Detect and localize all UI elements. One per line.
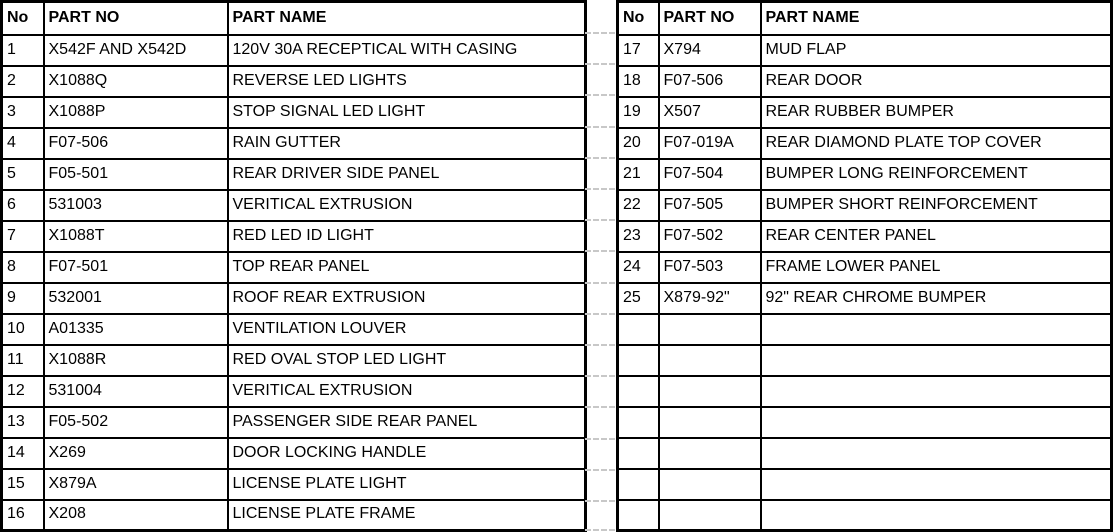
table-row: [2, 376, 586, 407]
row-no-cell: 15: [2, 469, 44, 500]
table-row: [618, 97, 1112, 128]
row-no-cell: 14: [2, 438, 44, 469]
gap-gridline-dash: [585, 344, 615, 346]
part-no-cell: F07-501: [44, 252, 228, 283]
table-row: [2, 469, 586, 500]
part-name-cell: MUD FLAP: [761, 35, 1112, 66]
table-row: [618, 469, 1112, 500]
table-row: [618, 314, 1112, 345]
part-name-cell: [761, 407, 1112, 438]
row-no-cell: 21: [618, 159, 659, 190]
column-header: PART NAME: [761, 2, 1112, 35]
part-no-cell: X1088Q: [44, 66, 228, 97]
gap-gridline-dash: [585, 313, 615, 315]
table-row: [618, 66, 1112, 97]
part-no-cell: F07-019A: [659, 128, 761, 159]
part-no-cell: X1088T: [44, 221, 228, 252]
part-name-cell: REAR DIAMOND PLATE TOP COVER: [761, 128, 1112, 159]
row-no-cell: 18: [618, 66, 659, 97]
part-no-cell: F07-505: [659, 190, 761, 221]
row-no-cell: [618, 438, 659, 469]
part-no-cell: X794: [659, 35, 761, 66]
parts-table-right: [616, 0, 1113, 532]
part-name-cell: [761, 469, 1112, 500]
part-no-cell: [659, 314, 761, 345]
table-row: [2, 190, 586, 221]
column-header: PART NO: [659, 2, 761, 35]
part-no-cell: F07-502: [659, 221, 761, 252]
table-row: [618, 128, 1112, 159]
table-row: [618, 252, 1112, 283]
table-row: [618, 190, 1112, 221]
table-row: [2, 407, 586, 438]
row-no-cell: 13: [2, 407, 44, 438]
header-row: [2, 2, 586, 35]
gap-gridline-dash: [585, 94, 615, 96]
table-row: [618, 283, 1112, 314]
column-header: PART NAME: [228, 2, 586, 35]
part-name-cell: DOOR LOCKING HANDLE: [228, 438, 586, 469]
row-no-cell: 2: [2, 66, 44, 97]
row-no-cell: 8: [2, 252, 44, 283]
column-header: No: [2, 2, 44, 35]
part-name-cell: LICENSE PLATE FRAME: [228, 500, 586, 531]
table-row: [618, 159, 1112, 190]
table-row: [2, 283, 586, 314]
gap-gridline-dash: [585, 32, 615, 34]
part-no-cell: [659, 469, 761, 500]
part-no-cell: [659, 438, 761, 469]
gap-gridline-dash: [585, 406, 615, 408]
part-name-cell: REAR CENTER PANEL: [761, 221, 1112, 252]
part-name-cell: VENTILATION LOUVER: [228, 314, 586, 345]
part-name-cell: [761, 500, 1112, 531]
table-row: [618, 35, 1112, 66]
row-no-cell: [618, 345, 659, 376]
table-row: [618, 221, 1112, 252]
row-no-cell: 24: [618, 252, 659, 283]
row-no-cell: 3: [2, 97, 44, 128]
part-name-cell: REAR DRIVER SIDE PANEL: [228, 159, 586, 190]
table-row: [618, 376, 1112, 407]
part-no-cell: X879A: [44, 469, 228, 500]
row-no-cell: 12: [2, 376, 44, 407]
column-header: No: [618, 2, 659, 35]
part-no-cell: F07-503: [659, 252, 761, 283]
part-no-cell: 531003: [44, 190, 228, 221]
row-no-cell: [618, 314, 659, 345]
gap-gridline-dash: [585, 529, 615, 531]
gap-gridline-dash: [585, 282, 615, 284]
gap-gridline-dash: [585, 157, 615, 159]
part-name-cell: VERITICAL EXTRUSION: [228, 376, 586, 407]
table-row: [2, 500, 586, 531]
part-no-cell: F05-502: [44, 407, 228, 438]
table-row: [2, 252, 586, 283]
row-no-cell: 19: [618, 97, 659, 128]
part-name-cell: REVERSE LED LIGHTS: [228, 66, 586, 97]
part-no-cell: F07-506: [659, 66, 761, 97]
part-name-cell: ROOF REAR EXTRUSION: [228, 283, 586, 314]
table-row: [618, 345, 1112, 376]
row-no-cell: 20: [618, 128, 659, 159]
row-no-cell: 17: [618, 35, 659, 66]
part-no-cell: F05-501: [44, 159, 228, 190]
part-no-cell: F07-504: [659, 159, 761, 190]
table-row: [618, 407, 1112, 438]
row-no-cell: 16: [2, 500, 44, 531]
row-no-cell: 5: [2, 159, 44, 190]
part-name-cell: RED OVAL STOP LED LIGHT: [228, 345, 586, 376]
part-name-cell: RED LED ID LIGHT: [228, 221, 586, 252]
table-row: [2, 128, 586, 159]
part-no-cell: X1088R: [44, 345, 228, 376]
part-no-cell: X1088P: [44, 97, 228, 128]
row-no-cell: 25: [618, 283, 659, 314]
table-row: [2, 438, 586, 469]
part-name-cell: PASSENGER SIDE REAR PANEL: [228, 407, 586, 438]
row-no-cell: 6: [2, 190, 44, 221]
row-no-cell: [618, 500, 659, 531]
table-row: [2, 314, 586, 345]
table-row: [618, 500, 1112, 531]
part-name-cell: BUMPER SHORT REINFORCEMENT: [761, 190, 1112, 221]
part-name-cell: [761, 345, 1112, 376]
row-no-cell: 11: [2, 345, 44, 376]
gap-gridline-dash: [585, 250, 615, 252]
row-no-cell: 10: [2, 314, 44, 345]
table-row: [2, 221, 586, 252]
part-name-cell: [761, 314, 1112, 345]
part-no-cell: [659, 407, 761, 438]
gap-gridline-dash: [585, 469, 615, 471]
gap-gridline-dash: [585, 126, 615, 128]
table-row: [2, 35, 586, 66]
row-no-cell: 1: [2, 35, 44, 66]
part-name-cell: 120V 30A RECEPTICAL WITH CASING: [228, 35, 586, 66]
part-name-cell: BUMPER LONG REINFORCEMENT: [761, 159, 1112, 190]
gap-gridline-dash: [585, 219, 615, 221]
row-no-cell: [618, 469, 659, 500]
part-name-cell: TOP REAR PANEL: [228, 252, 586, 283]
part-name-cell: LICENSE PLATE LIGHT: [228, 469, 586, 500]
part-no-cell: [659, 500, 761, 531]
row-no-cell: [618, 376, 659, 407]
row-no-cell: [618, 407, 659, 438]
part-no-cell: X269: [44, 438, 228, 469]
part-name-cell: RAIN GUTTER: [228, 128, 586, 159]
part-no-cell: X208: [44, 500, 228, 531]
part-no-cell: [659, 345, 761, 376]
part-name-cell: [761, 376, 1112, 407]
gap-gridline-dash: [585, 63, 615, 65]
row-no-cell: 4: [2, 128, 44, 159]
part-name-cell: [761, 438, 1112, 469]
gap-gridline-dash: [585, 438, 615, 440]
table-row: [2, 97, 586, 128]
part-no-cell: 532001: [44, 283, 228, 314]
table-row: [2, 159, 586, 190]
row-no-cell: 9: [2, 283, 44, 314]
table-row: [2, 345, 586, 376]
gap-gridline-dash: [585, 500, 615, 502]
table-row: [2, 66, 586, 97]
part-name-cell: 92" REAR CHROME BUMPER: [761, 283, 1112, 314]
part-no-cell: [659, 376, 761, 407]
part-no-cell: X542F AND X542D: [44, 35, 228, 66]
gap-gridline-dash: [585, 188, 615, 190]
header-row: [618, 2, 1112, 35]
gap-gridline-dash: [585, 375, 615, 377]
table-row: [618, 438, 1112, 469]
part-name-cell: FRAME LOWER PANEL: [761, 252, 1112, 283]
part-no-cell: F07-506: [44, 128, 228, 159]
part-name-cell: REAR RUBBER BUMPER: [761, 97, 1112, 128]
row-no-cell: 22: [618, 190, 659, 221]
column-header: PART NO: [44, 2, 228, 35]
part-no-cell: A01335: [44, 314, 228, 345]
row-no-cell: 23: [618, 221, 659, 252]
part-name-cell: STOP SIGNAL LED LIGHT: [228, 97, 586, 128]
part-name-cell: REAR DOOR: [761, 66, 1112, 97]
row-no-cell: 7: [2, 221, 44, 252]
part-no-cell: X879-92": [659, 283, 761, 314]
part-no-cell: X507: [659, 97, 761, 128]
part-name-cell: VERITICAL EXTRUSION: [228, 190, 586, 221]
part-no-cell: 531004: [44, 376, 228, 407]
